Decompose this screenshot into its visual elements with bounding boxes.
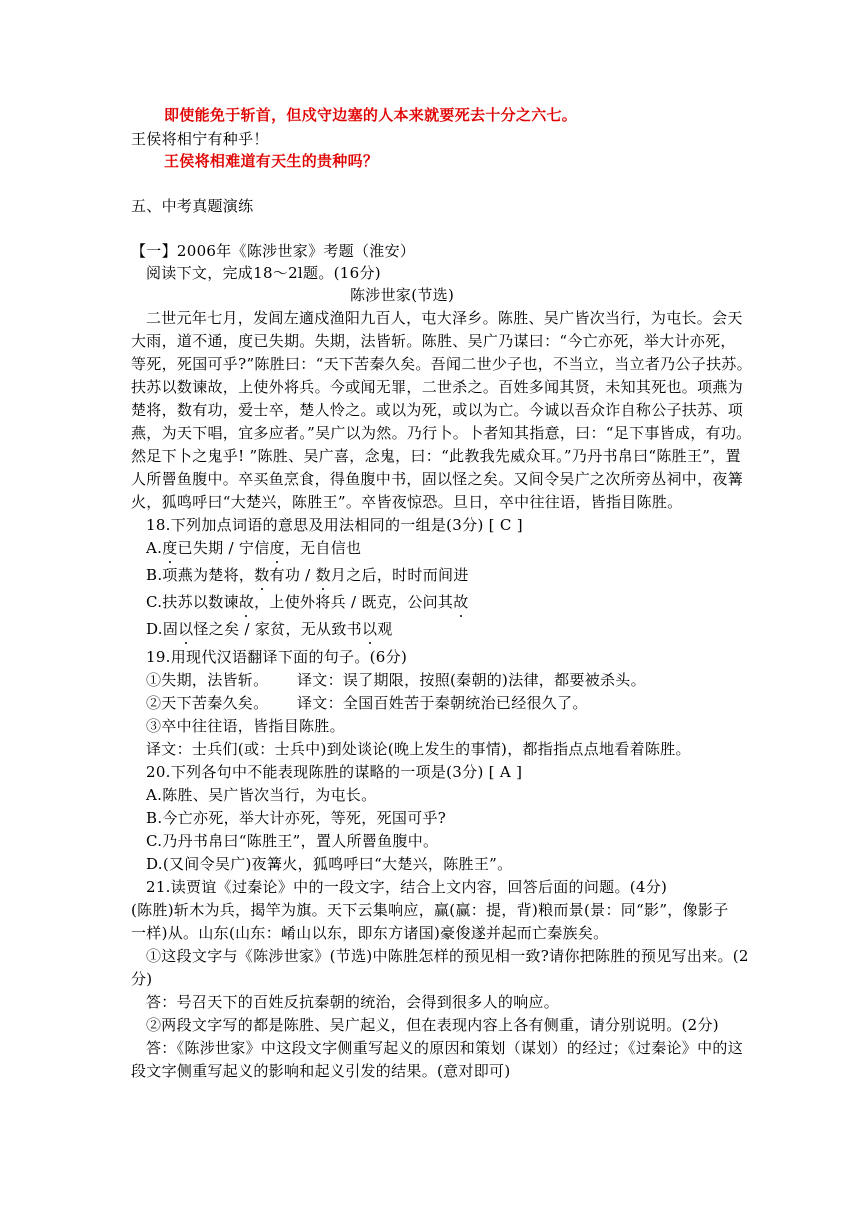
quote-line: 王侯将相宁有种乎！ [131, 130, 269, 148]
question-20-option-b: B.今亡亦死，举大计亦死，等死，死国可乎? [146, 809, 447, 827]
passage-line: 燕，为天下唱，宜多应者。”吴广以为然。乃行卜。卜者知其指意，曰：“足下事皆成，有功。 [131, 424, 752, 442]
question-18-stem: 18.下列加点词语的意思及用法相同的一组是(3分) [ C ] [146, 516, 523, 534]
option-text: B.项燕为楚将， [146, 566, 255, 584]
option-text: ，无自信也 [284, 539, 362, 557]
passage-title: 陈涉世家(节选) [350, 286, 455, 304]
passage-line: 扶苏以数谏故，上使外将兵。今或闻无罪，二世杀之。百姓多闻其贤，未知其死也。项燕为 [131, 378, 744, 396]
question-18-option-d [146, 619, 393, 639]
dotted-word: 故 [238, 593, 255, 611]
dotted-word: 以 [178, 620, 194, 638]
dotted-word: 度 [162, 539, 178, 557]
passage-line: 然足下卜之鬼乎! ”陈胜、吴广喜，念鬼，曰：“此教我先威众耳。”乃丹书帛曰“陈胜王”，置 [131, 447, 741, 465]
option-text: 已失期 / 宁信 [177, 539, 270, 557]
translation-line-1: 即使能免于斩首，但戍守边塞的人本来就要死去十分之六七。 [164, 106, 578, 124]
option-text: 有功 / [269, 566, 316, 584]
option-text: A. [146, 539, 163, 557]
option-text: 观 [377, 620, 393, 638]
question-21-passage: (陈胜)斩木为兵，揭竿为旗。天下云集响应，赢(赢：提，背)粮而景(景：同“影”，像影子 [131, 901, 729, 919]
question-19-translation-1: 译文：误了期限，按照(秦朝的)法律，都要被杀头。 [297, 671, 646, 689]
question-19-translation-2: 译文：全国百姓苦于秦朝统治已经很久了。 [297, 694, 588, 712]
passage-line: 人所罾鱼腹中。卒买鱼烹食，得鱼腹中书，固以怪之矣。又间令吴广之次所旁丛祠中，夜篝 [131, 470, 744, 488]
passage-line: 二世元年七月，发闾左適戍渔阳九百人，屯大泽乡。陈胜、吴广皆次当行，为屯长。会天 [146, 309, 743, 327]
question-21-stem: 21.读贾谊《过秦论》中的一段文字，结合上文内容，回答后面的问题。(4分) [146, 878, 668, 896]
exam-title: 【一】2006年《陈涉世家》考题（淮安） [131, 242, 416, 260]
option-text: ，上使外将兵 / 既克，公问其 [254, 593, 454, 611]
option-text: 月之后，时时而间进 [330, 566, 469, 584]
question-20-option-d: D.(又间令吴广)夜篝火，狐鸣呼曰“大楚兴，陈胜王”。 [146, 855, 513, 873]
instructions: 阅读下文，完成18～2l题。(16分) [146, 264, 381, 282]
question-19-stem: 19.用现代汉语翻译下面的句子。(6分) [146, 648, 408, 666]
passage-line: 大雨，道不通，度已失期。失期，法皆斩。陈胜、吴广乃谋曰：“今亡亦死，举大计亦死， [131, 332, 736, 350]
question-20-option-a: A.陈胜、吴广皆次当行，为屯长。 [146, 786, 377, 804]
question-20-option-c: C.乃丹书帛曰“陈胜王”，置人所罾鱼腹中。 [146, 832, 439, 850]
passage-line: 火，狐鸣呼曰“大楚兴，陈胜王”。卒皆夜惊恐。旦日，卒中往往语，皆指目陈胜。 [131, 493, 683, 511]
question-18-option-c [146, 592, 469, 612]
question-19-translation-3: 译文：士兵们(或：士兵中)到处谈论(晚上发生的事情)，都指指点点地看着陈胜。 [146, 740, 691, 758]
question-18-option-b [146, 565, 469, 585]
question-20-stem: 20.下列各句中不能表现陈胜的谋略的一项是(3分) [ A ] [146, 763, 523, 781]
question-21-sub-1: ①这段文字与《陈涉世家》(节选)中陈胜怎样的预见相一致?请你把陈胜的预见写出来。(2 [146, 947, 749, 965]
question-21-answer-2-cont: 段文字侧重写起义的影响和起义引发的结果。(意对即可) [131, 1062, 511, 1080]
option-text: 怪之矣 / 家贫，无从致书 [193, 620, 362, 638]
question-21-sub-2: ②两段文字写的都是陈胜、吴广起义，但在表现内容上各有侧重，请分别说明。(2分) [146, 1016, 719, 1034]
option-text: D.固 [146, 620, 179, 638]
dotted-word: 故 [453, 593, 469, 611]
passage-line: 楚将，数有功，爱士卒，楚人怜之。或以为死，或以为亡。今诚以吾众诈自称公子扶苏、项 [131, 401, 744, 419]
translation-line-2: 王侯将相难道有天生的贵种吗？ [164, 152, 379, 170]
question-19-sentence-2: ②天下苦秦久矣。 [146, 694, 269, 712]
section-title: 五、中考真题演练 [131, 197, 254, 215]
question-19-sentence-1: ①失期，法皆斩。 [146, 671, 269, 689]
question-18-option-a [146, 538, 361, 558]
question-21-answer-2: 答：《陈涉世家》中这段文字侧重写起义的原因和策划（谋划）的经过；《过秦论》中的这 [146, 1039, 744, 1057]
question-21-passage: 一样)从。山东(山东：崤山以东，即东方诸国)豪俊遂并起而亡秦族矣。 [131, 924, 609, 942]
dotted-word: 数 [254, 566, 270, 584]
dotted-word: 度 [269, 539, 285, 557]
dotted-word: 数 [315, 566, 331, 584]
question-19-sentence-3: ③卒中往往语，皆指目陈胜。 [146, 717, 345, 735]
dotted-word: 以 [361, 620, 378, 638]
question-21-sub-1-cont: 分) [131, 970, 153, 988]
question-21-answer-1: 答：号召天下的百姓反抗秦朝的统治，会得到很多人的响应。 [146, 993, 560, 1011]
option-text: C.扶苏以数谏 [146, 593, 239, 611]
passage-line: 等死，死国可乎?”陈胜曰：“天下苦秦久矣。吾闻二世少子也，不当立，当立者乃公子扶苏。 [131, 355, 752, 373]
